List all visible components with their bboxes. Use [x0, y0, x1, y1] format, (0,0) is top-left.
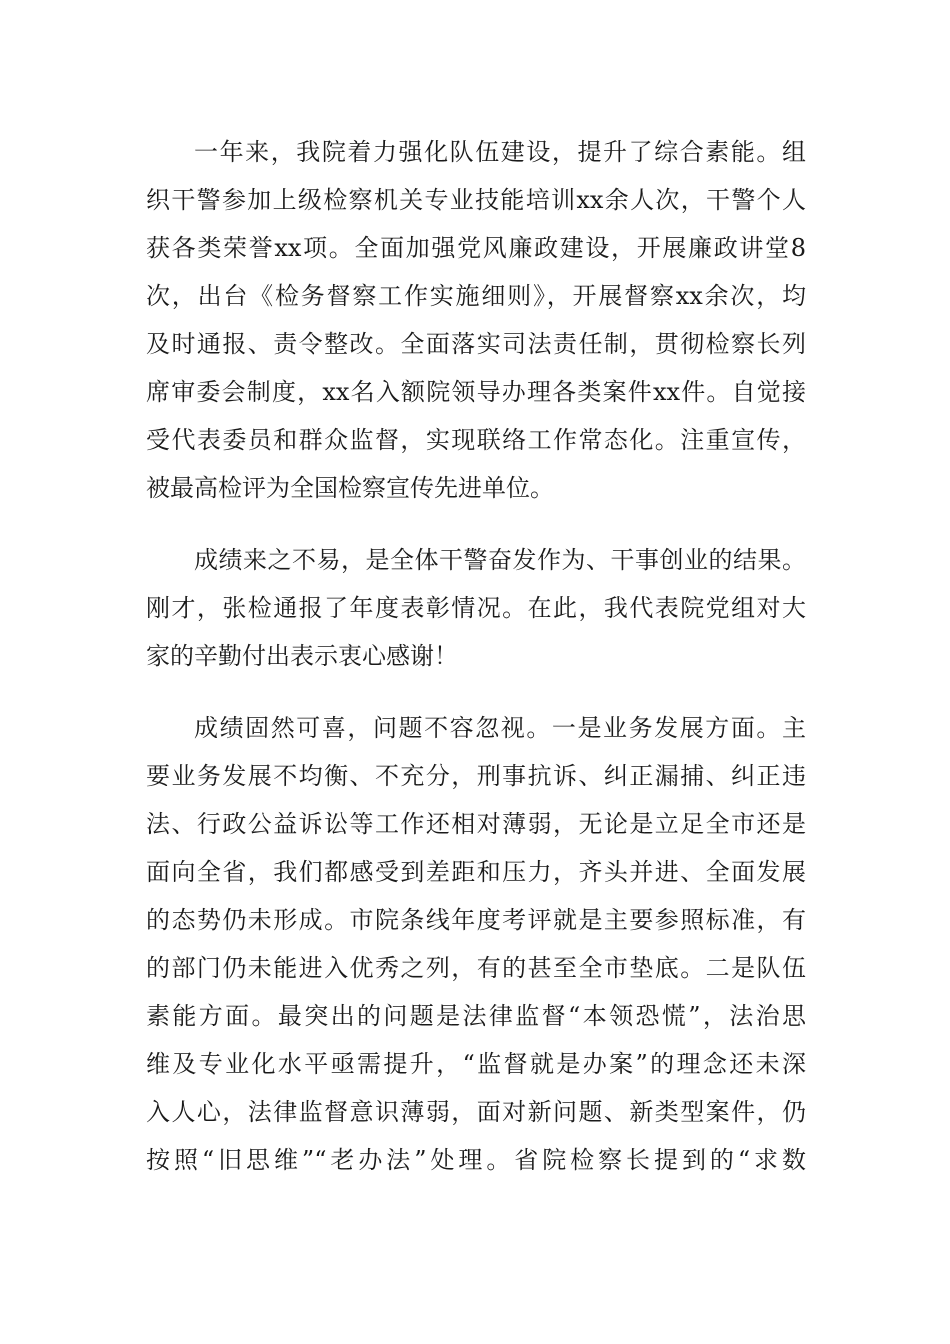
- paragraph-3-line-4: 面向全省，我们都感受到差距和压力，齐头并进、全面发展: [146, 858, 806, 886]
- paragraph-2-line-1: 成绩来之不易，是全体干警奋发作为、干事创业的结果。: [194, 546, 806, 574]
- paragraph-1-line-6: 席审委会制度，xx名入额院领导办理各类案件xx件。自觉接: [146, 378, 806, 406]
- paragraph-1-line-5: 及时通报、责令整改。全面落实司法责任制，贯彻检察长列: [146, 330, 806, 358]
- paragraph-1-line-4: 次，出台《检务督察工作实施细则》，开展督察xx余次，均: [146, 282, 806, 310]
- paragraph-3-line-8: 维及专业化水平亟需提升，“监督就是办案”的理念还未深: [146, 1050, 806, 1078]
- paragraph-3-line-5: 的态势仍未形成。市院条线年度考评就是主要参照标准，有: [146, 906, 806, 934]
- paragraph-3-line-7: 素能方面。最突出的问题是法律监督“本领恐慌”，法治思: [146, 1002, 806, 1030]
- paragraph-1-line-3: 获各类荣誉xx项。全面加强党风廉政建设，开展廉政讲堂8: [146, 234, 806, 262]
- paragraph-3-line-6: 的部门仍未能进入优秀之列，有的甚至全市垫底。二是队伍: [146, 954, 806, 982]
- paragraph-3-line-10: 按照“旧思维”“老办法”处理。省院检察长提到的“求数: [146, 1146, 806, 1174]
- paragraph-1-line-2: 织干警参加上级检察机关专业技能培训xx余人次，干警个人: [146, 186, 806, 214]
- paragraph-3-line-1: 成绩固然可喜，问题不容忽视。一是业务发展方面。主: [194, 714, 806, 742]
- paragraph-2-line-2: 刚才，张检通报了年度表彰情况。在此，我代表院党组对大: [146, 594, 806, 622]
- paragraph-1-line-7: 受代表委员和群众监督，实现联络工作常态化。注重宣传，: [146, 426, 806, 454]
- paragraph-1-line-1: 一年来，我院着力强化队伍建设，提升了综合素能。组: [194, 138, 806, 166]
- paragraph-3-line-3: 法、行政公益诉讼等工作还相对薄弱，无论是立足全市还是: [146, 810, 806, 838]
- paragraph-3-line-2: 要业务发展不均衡、不充分，刑事抗诉、纠正漏捕、纠正违: [146, 762, 806, 790]
- paragraph-1-line-8: 被最高检评为全国检察宣传先进单位。: [146, 474, 554, 502]
- paragraph-3-line-9: 入人心，法律监督意识薄弱，面对新问题、新类型案件，仍: [146, 1098, 806, 1126]
- paragraph-2-line-3: 家的辛勤付出表示衷心感谢！: [146, 642, 458, 670]
